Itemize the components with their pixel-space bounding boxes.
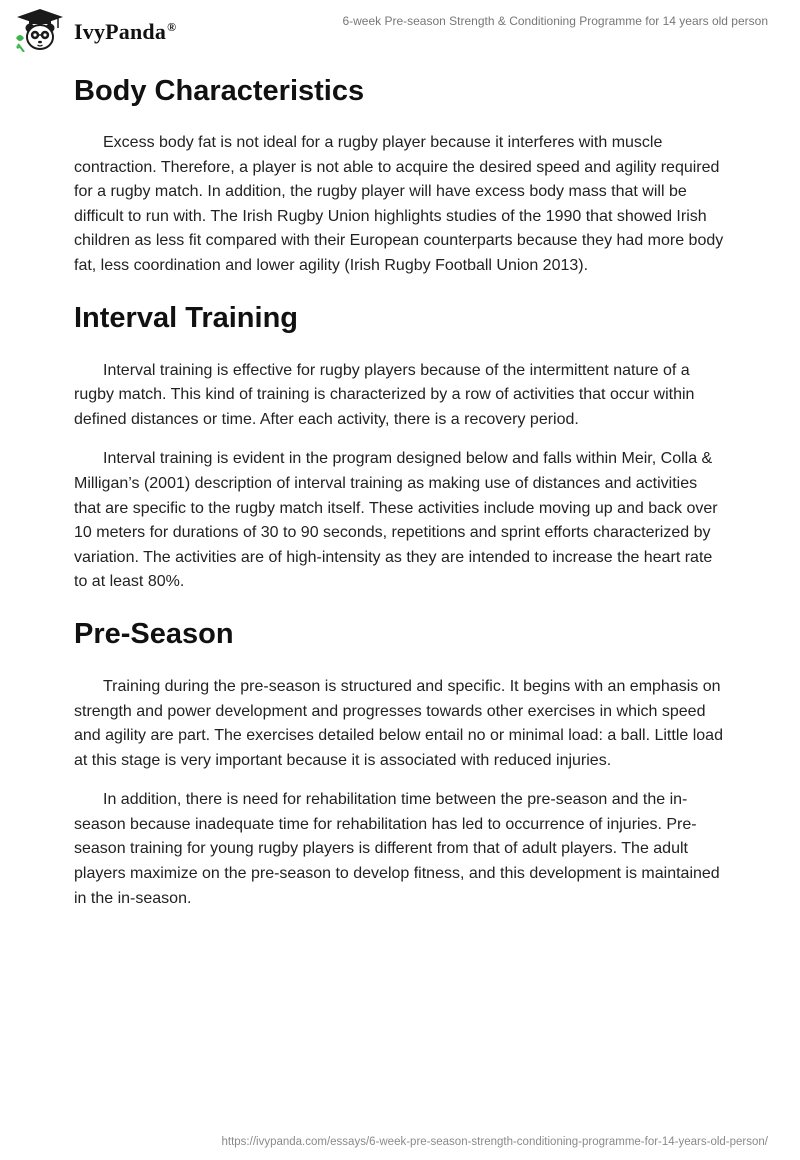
panda-graduate-icon (14, 8, 66, 52)
brand-text: IvyPanda (74, 19, 167, 44)
section-body-characteristics (74, 68, 724, 279)
paragraph: Training during the pre-season is structured and specific. It begins with an emphasis on strength and power development and progresses towards other exercises in which speed and agility are part. The exercises detailed below entail no or minimal load: a ball. Little load at this stage is very important because it is associated with reduced injuries. (74, 677, 723, 769)
registered-mark: ® (167, 19, 177, 34)
section-interval-training (74, 295, 724, 595)
paragraph: Interval training is evident in the program designed below and falls within Meir, Colla & Milligan’s (2001) description of interval training as making use of distances and activities that are specific to the rugby match itself. These activities include moving up and back over 10 meters for durations of 30 to 90 seconds, repetitions and sprint efforts characterized by variation. The activities are of high-intensity as they are intended to increase the heart rate to at least 80%. (74, 450, 718, 591)
section-heading: Interval Training (74, 301, 298, 334)
section-heading: Body Characteristics (74, 75, 365, 107)
logo[interactable] (14, 8, 176, 52)
page-header (0, 0, 800, 60)
paragraph: In addition, there is need for rehabilitation time between the pre-season and the in-season because inadequate time for rehabilitation has led to occurrence of injuries. Pre-season training for young rugby players is different from that of adult players. The adult players maximize on the pre-season to develop fitness, and this development is maintained in the in-season. (74, 791, 720, 907)
section-pre-season (74, 611, 724, 911)
brand-name (74, 19, 176, 45)
document-title: 6-week Pre-season Strength & Conditioning Programme for 14 years old person (342, 14, 768, 28)
paragraph: Excess body fat is not ideal for a rugby player because it interferes with muscle contraction. Therefore, a player is not able to acquire the desired speed and agility required for a rugby match. In addition, the rugby player will have excess body mass that will be difficult to run with. The Irish Rugby Union highlights studies of the 1990 that showed Irish children as less fit compared with their European counterparts because they had more body fat, less coordination and lower agility (Irish Rugby Football Union 2013). (74, 134, 724, 274)
source-url[interactable]: https://ivypanda.com/essays/6-week-pre-season-strength-conditioning-programme-for-14-years-old-person/ (221, 1136, 768, 1148)
paragraph: Interval training is effective for rugby players because of the intermittent nature of a rugby match. This kind of training is characterized by a row of activities that occur within defined distances or time. After each activity, there is a recovery period. (74, 361, 695, 428)
article-body (74, 68, 724, 911)
section-heading: Pre-Season (74, 617, 234, 650)
